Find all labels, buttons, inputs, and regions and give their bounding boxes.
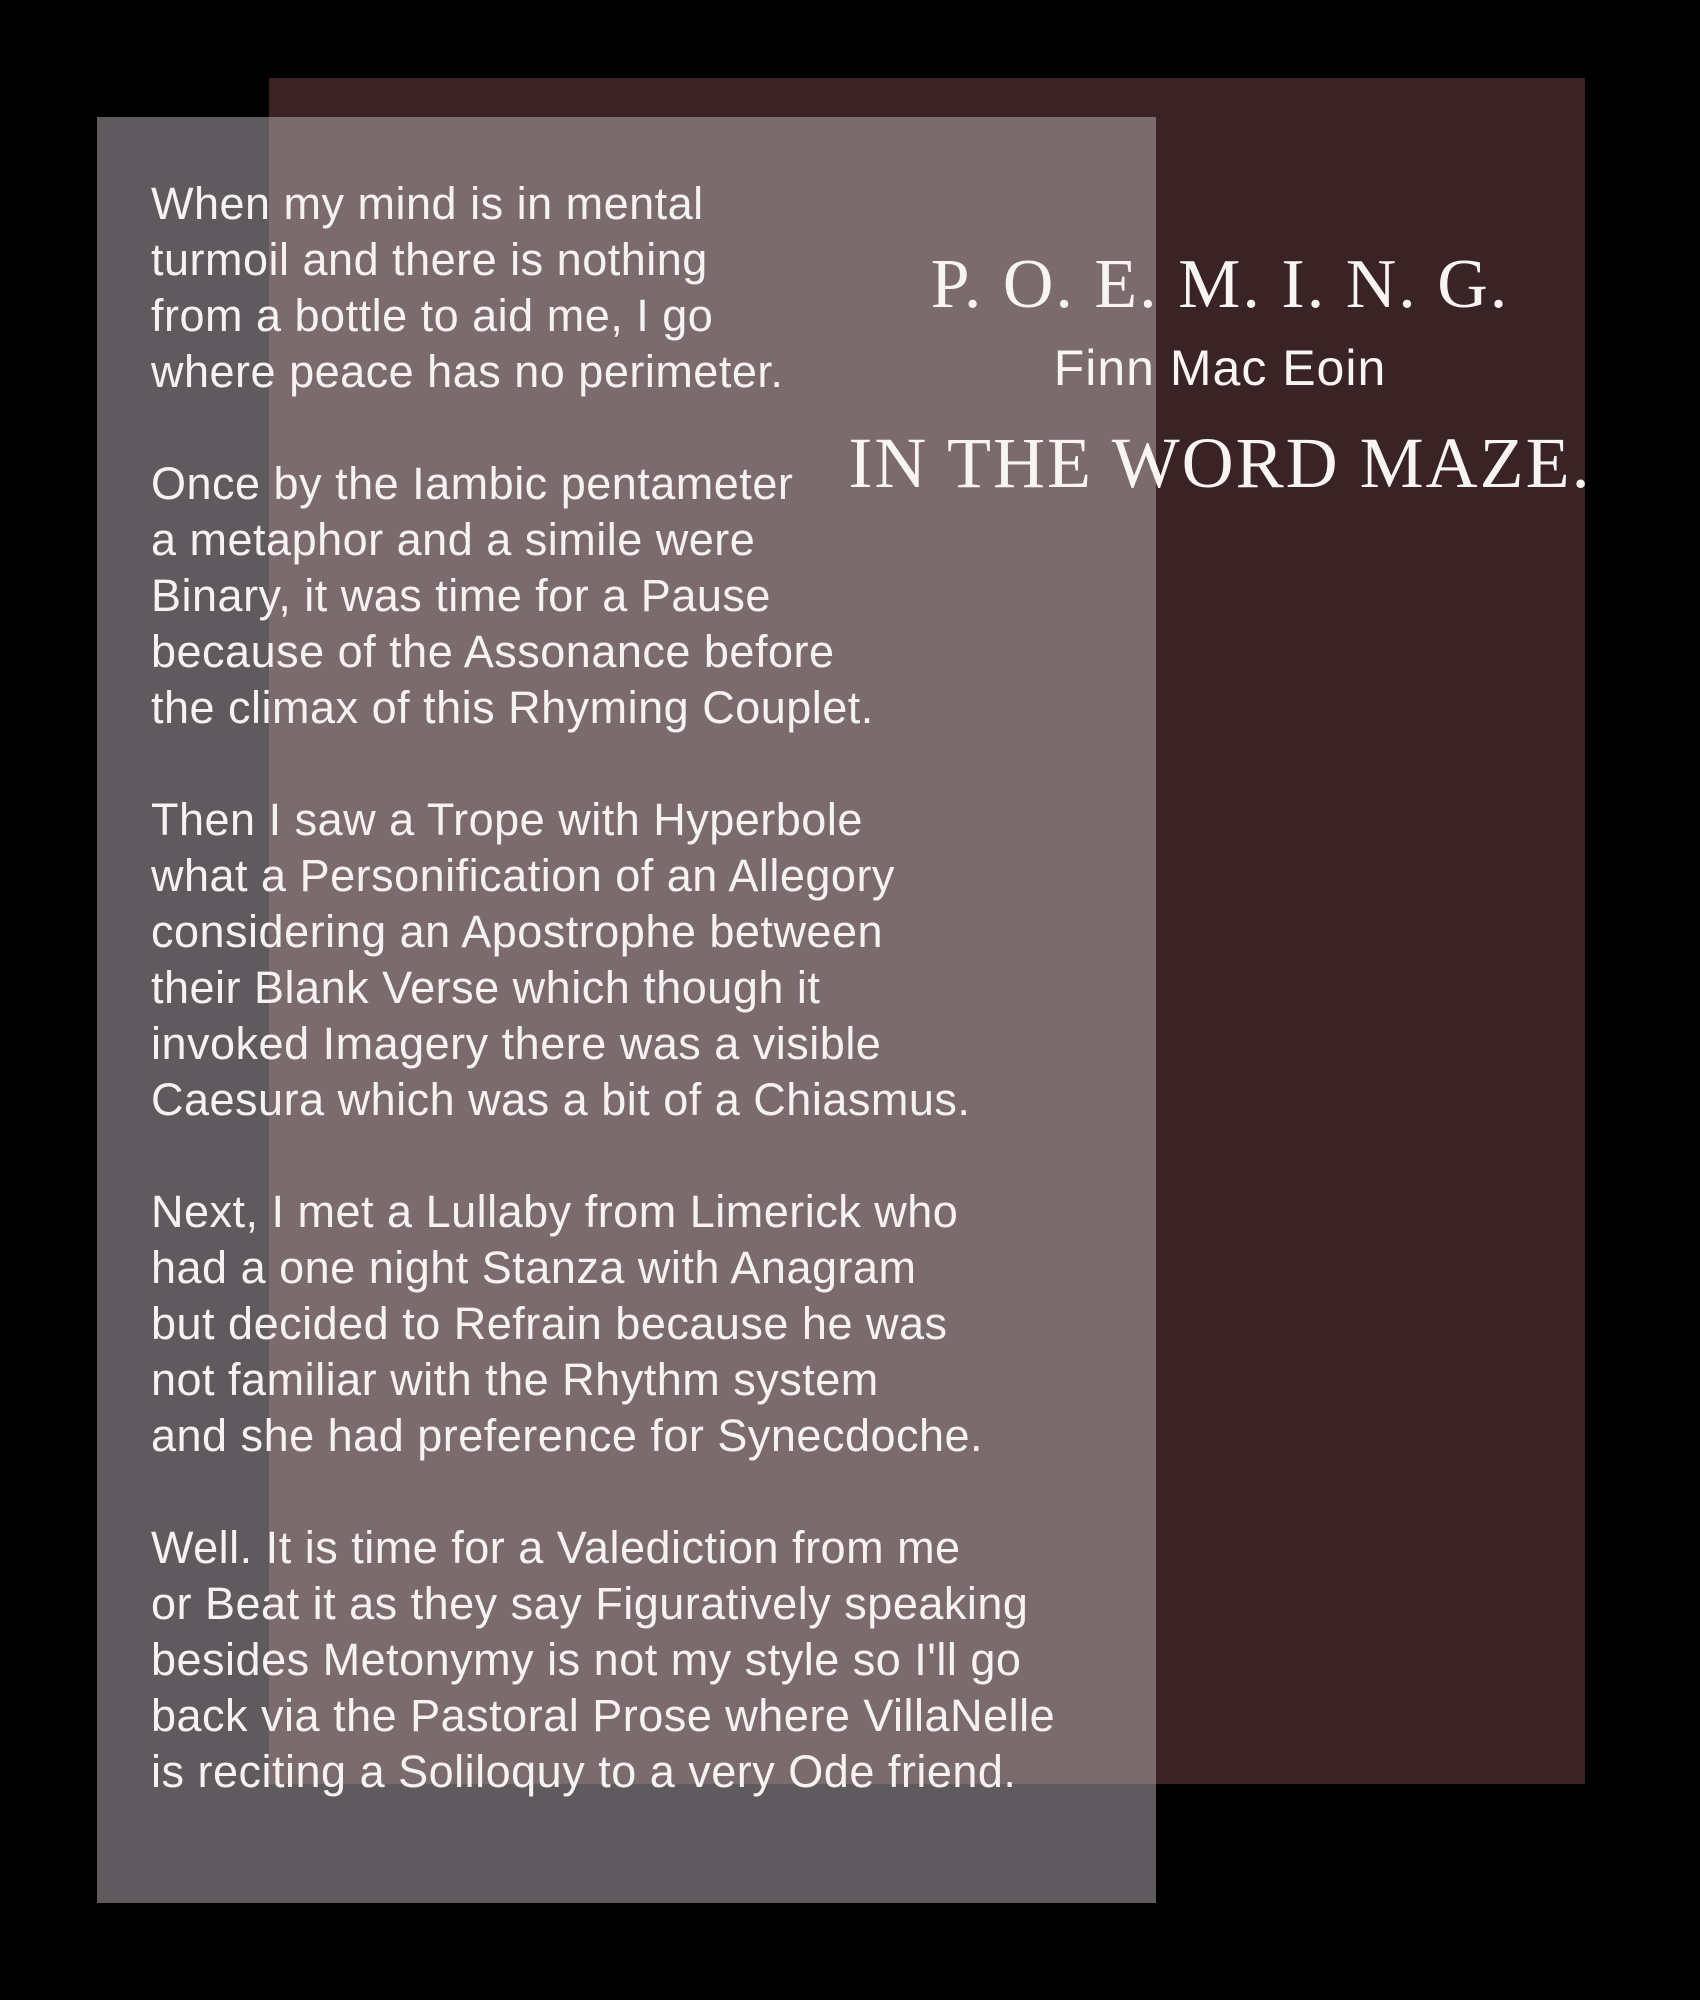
poster-subtitle: IN THE WORD MAZE. xyxy=(848,423,1592,503)
poem-line: what a Personification of an Allegory xyxy=(151,850,895,901)
poem-line: but decided to Refrain because he was xyxy=(151,1298,948,1349)
poem-line: turmoil and there is nothing xyxy=(151,234,708,285)
title-block xyxy=(830,246,1610,503)
poem-line: considering an Apostrophe between xyxy=(151,906,884,957)
poem-line: besides Metonymy is not my style so I'll go xyxy=(151,1634,1022,1685)
poster-title: P. O. E. M. I. N. G. xyxy=(930,246,1510,323)
poem-stanza xyxy=(151,1184,1151,1464)
poem-line: the climax of this Rhyming Couplet. xyxy=(151,682,874,733)
poem-line: had a one night Stanza with Anagram xyxy=(151,1242,917,1293)
poem-line: Binary, it was time for a Pause xyxy=(151,570,771,621)
poem-line: Next, I met a Lullaby from Limerick who xyxy=(151,1186,959,1237)
poem-line: is reciting a Soliloquy to a very Ode friend. xyxy=(151,1746,1017,1797)
poem-line: where peace has no perimeter. xyxy=(151,346,784,397)
poem-line: a metaphor and a simile were xyxy=(151,514,756,565)
poem-line: invoked Imagery there was a visible xyxy=(151,1018,882,1069)
poem-line: Once by the Iambic pentameter xyxy=(151,458,794,509)
poem-line: Well. It is time for a Valediction from me xyxy=(151,1522,961,1573)
poem-line: back via the Pastoral Prose where VillaNelle xyxy=(151,1690,1056,1741)
poem-line: or Beat it as they say Figuratively speaking xyxy=(151,1578,1029,1629)
poem-line: When my mind is in mental xyxy=(151,178,704,229)
poem-stanza xyxy=(151,1520,1151,1800)
poem-line: Then I saw a Trope with Hyperbole xyxy=(151,794,863,845)
poster-author: Finn Mac Eoin xyxy=(1053,340,1387,396)
poem-line: from a bottle to aid me, I go xyxy=(151,290,714,341)
poem-line: their Blank Verse which though it xyxy=(151,962,821,1013)
poem-line: because of the Assonance before xyxy=(151,626,835,677)
poem-line: and she had preference for Synecdoche. xyxy=(151,1410,984,1461)
poem-line: Caesura which was a bit of a Chiasmus. xyxy=(151,1074,971,1125)
poem-line: not familiar with the Rhythm system xyxy=(151,1354,879,1405)
poem-stanza xyxy=(151,792,1151,1128)
